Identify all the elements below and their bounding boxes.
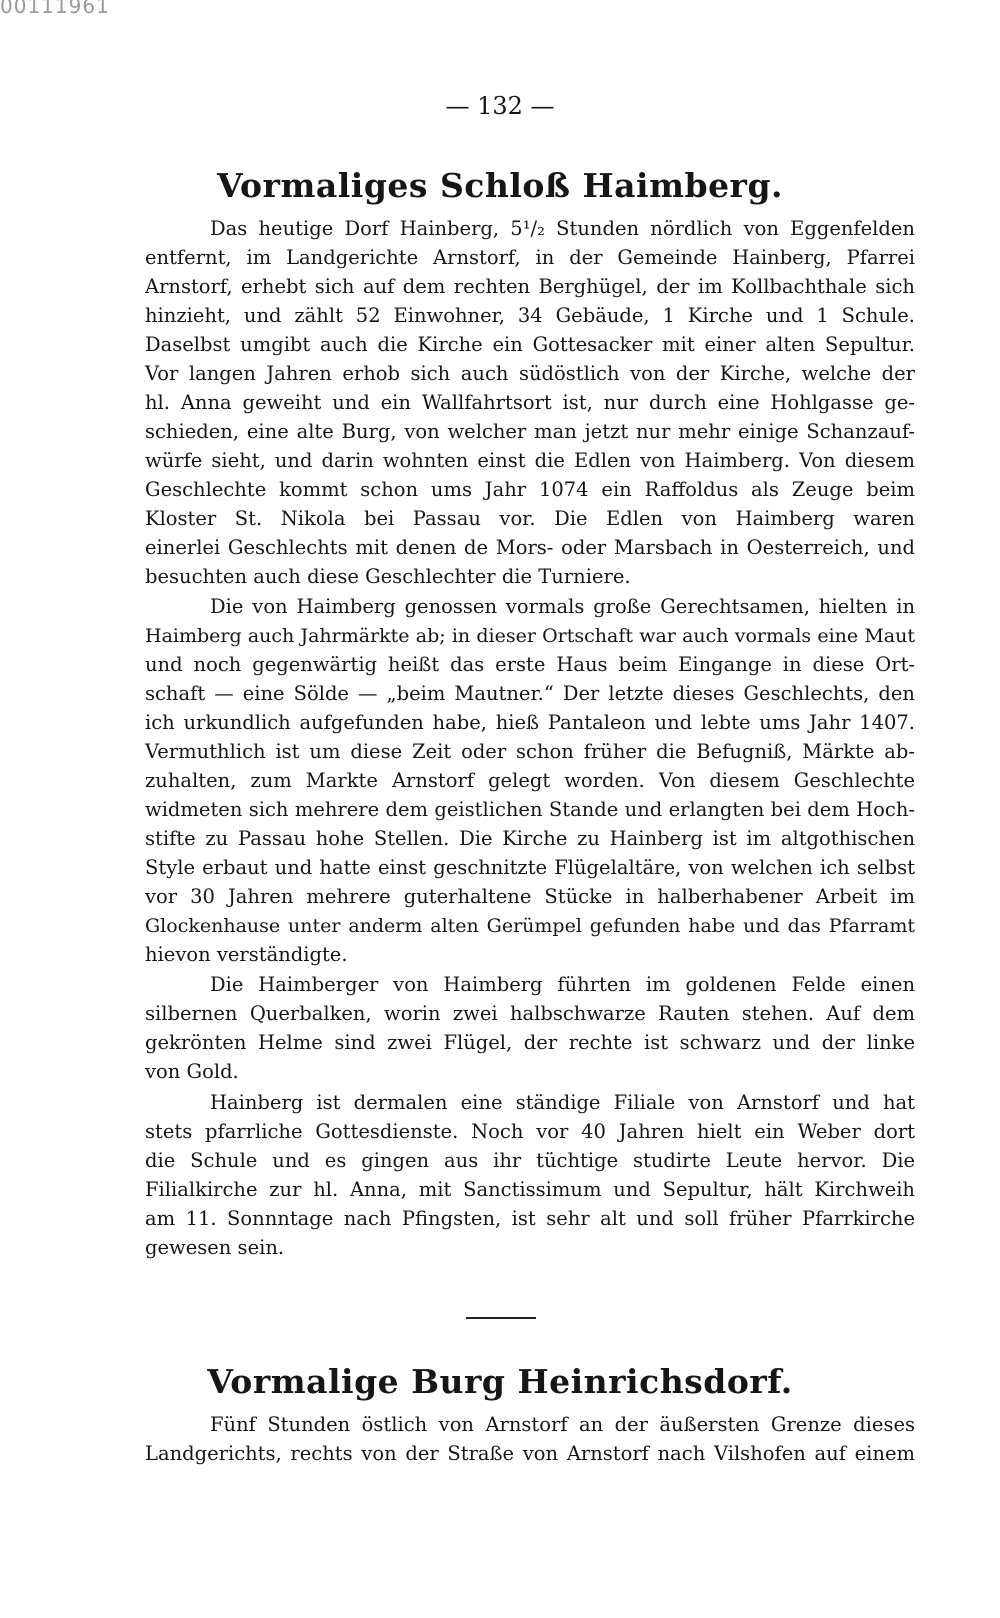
text-line: hl. Anna geweiht und ein Wallfahrtsort ist, nur durch eine Hohlgasse ge- <box>145 391 915 414</box>
section-title-heinrichsdorf: Vormalige Burg Heinrichsdorf. <box>207 1362 793 1401</box>
text-line: Vor langen Jahren erhob sich auch südöstlich von der Kirche, welche der <box>145 362 915 385</box>
text-line: stets pfarrliche Gottesdienste. Noch vor 40 Jahren hielt ein Weber dort <box>145 1120 915 1143</box>
text-line: von Gold. <box>145 1060 239 1083</box>
text-line: Fünf Stunden östlich von Arnstorf an der äußersten Grenze dieses <box>210 1413 915 1436</box>
text-line: Geschlechte kommt schon ums Jahr 1074 ein Raffoldus als Zeuge beim <box>145 478 915 501</box>
text-line: schaft — eine Sölde — „beim Mautner.“ Der letzte dieses Geschlechts, den <box>145 682 915 705</box>
text-line: Filialkirche zur hl. Anna, mit Sanctissimum und Sepultur, hält Kirchweih <box>145 1178 915 1201</box>
page-number: — 132 — <box>445 92 555 120</box>
text-line: Style erbaut und hatte einst geschnitzte Flügelaltäre, von welchen ich selbst <box>145 856 915 879</box>
text-line: würfe sieht, und darin wohnten einst die Edlen von Haimberg. Von diesem <box>145 449 915 472</box>
text-line: Die Haimberger von Haimberg führten im goldenen Felde einen <box>210 973 915 996</box>
text-line: Landgerichts, rechts von der Straße von Arnstorf nach Vilshofen auf einem <box>145 1442 915 1465</box>
text-line: silbernen Querbalken, worin zwei halbschwarze Rauten stehen. Auf dem <box>145 1002 915 1025</box>
text-line: Glockenhause unter anderm alten Gerümpel gefunden habe und das Pfarramt <box>145 915 915 937</box>
text-line: einerlei Geschlechts mit denen de Mors- oder Marsbach in Oesterreich, und <box>145 536 915 559</box>
text-line: Vermuthlich ist um diese Zeit oder schon früher die Befugniß, Märkte ab- <box>145 740 915 763</box>
text-line: und noch gegenwärtig heißt das erste Haus beim Eingange in diese Ort- <box>145 653 915 676</box>
text-line: gewesen sein. <box>145 1236 285 1259</box>
text-line: entfernt, im Landgerichte Arnstorf, in der Gemeinde Hainberg, Pfarrei <box>145 246 915 269</box>
text-line: am 11. Sonnntage nach Pfingsten, ist sehr alt und soll früher Pfarrkirche <box>145 1207 915 1230</box>
text-line: schieden, eine alte Burg, von welcher man jetzt nur mehr einige Schanzauf- <box>145 420 915 443</box>
text-line: Das heutige Dorf Hainberg, 5¹/₂ Stunden nördlich von Eggenfelden <box>210 217 915 240</box>
text-line: Arnstorf, erhebt sich auf dem rechten Berghügel, der im Kollbachthale sich <box>145 275 915 298</box>
text-line: gekrönten Helme sind zwei Flügel, der rechte ist schwarz und der linke <box>145 1031 915 1054</box>
text-line: vor 30 Jahren mehrere guterhaltene Stücke in halberhabener Arbeit im <box>145 885 915 908</box>
text-line: stifte zu Passau hohe Stellen. Die Kirche zu Hainberg ist im altgothischen <box>145 827 915 850</box>
text-line: Haimberg auch Jahrmärkte ab; in dieser Ortschaft war auch vormals eine Maut <box>145 625 915 647</box>
text-line: besuchten auch diese Geschlechter die Turniere. <box>145 565 631 588</box>
text-line: Daselbst umgibt auch die Kirche ein Gottesacker mit einer alten Sepultur. <box>145 333 915 356</box>
text-line: hinzieht, und zählt 52 Einwohner, 34 Gebäude, 1 Kirche und 1 Schule. <box>145 304 915 327</box>
text-line: Hainberg ist dermalen eine ständige Filiale von Arnstorf und hat <box>210 1091 915 1114</box>
section-divider <box>466 1317 536 1319</box>
text-line: die Schule und es gingen aus ihr tüchtige studirte Leute hervor. Die <box>145 1149 915 1172</box>
text-line: ich urkundlich aufgefunden habe, hieß Pantaleon und lebte ums Jahr 1407. <box>145 711 915 734</box>
section-title-haimberg: Vormaliges Schloß Haimberg. <box>216 166 784 205</box>
text-line: hievon verständigte. <box>145 943 348 966</box>
text-line: widmeten sich mehrere dem geistlichen Stande und erlangten bei dem Hoch- <box>145 798 915 821</box>
scan-id-label: 00111961 <box>0 0 110 18</box>
text-line: zuhalten, zum Markte Arnstorf gelegt worden. Von diesem Geschlechte <box>145 769 915 792</box>
text-line: Die von Haimberg genossen vormals große Gerechtsamen, hielten in <box>210 595 915 618</box>
text-line: Kloster St. Nikola bei Passau vor. Die Edlen von Haimberg waren <box>145 507 915 530</box>
